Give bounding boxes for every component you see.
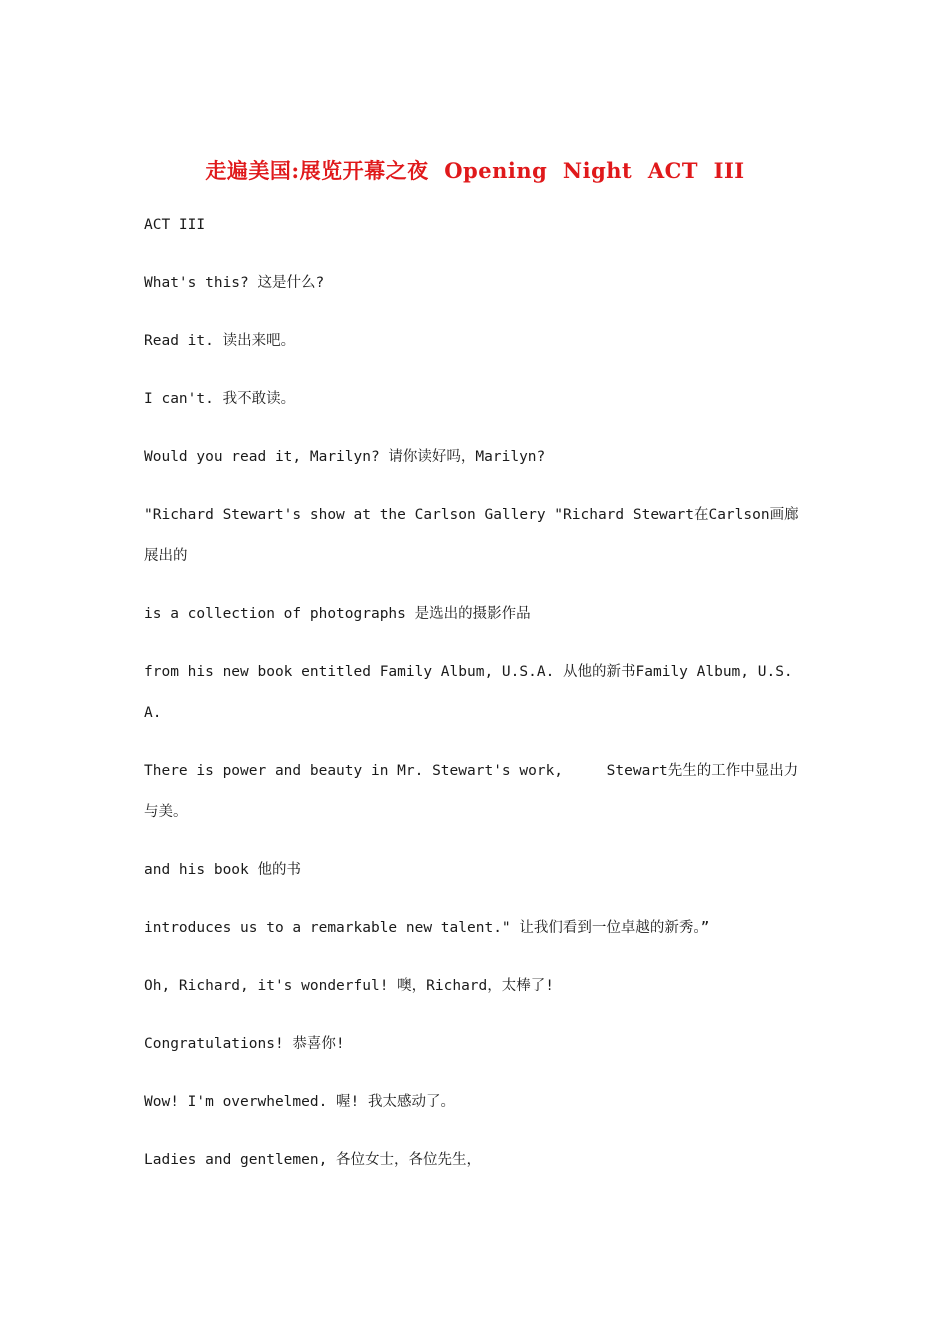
- text-line: I can't. 我不敢读。: [144, 391, 296, 407]
- text-line: ACT III: [144, 217, 206, 233]
- text-line: What's this? 这是什么?: [144, 275, 325, 291]
- text-line: from his new book entitled Family Album, U.S.A. 从他的新书Family Album, U.S.A.: [144, 664, 793, 721]
- text-line: Oh, Richard, it's wonderful! 噢，Richard，太棒了!: [144, 978, 554, 994]
- text-line: "Richard Stewart's show at the Carlson Gallery "Richard Stewart在Carlson画廊展出的: [144, 507, 799, 564]
- text-line: Ladies and gentlemen, 各位女士，各位先生，: [144, 1152, 482, 1168]
- text-line: and his book 他的书: [144, 862, 301, 878]
- text-line: Congratulations! 恭喜你!: [144, 1036, 345, 1052]
- text-line: Read it. 读出来吧。: [144, 333, 296, 349]
- document-title: 走遍美国:展览开幕之夜 Opening Night ACT III: [205, 158, 745, 183]
- text-line: There is power and beauty in Mr. Stewart's work, Stewart先生的工作中显出力与美。: [144, 763, 799, 820]
- text-line: Wow! I'm overwhelmed. 喔! 我太感动了。: [144, 1094, 456, 1110]
- text-line: is a collection of photographs 是选出的摄影作品: [144, 606, 531, 622]
- text-line: Would you read it, Marilyn? 请你读好吗，Marilyn?: [144, 449, 546, 465]
- text-line: introduces us to a remarkable new talent." 让我们看到一位卓越的新秀。”: [144, 920, 710, 936]
- document-body: [144, 205, 804, 1198]
